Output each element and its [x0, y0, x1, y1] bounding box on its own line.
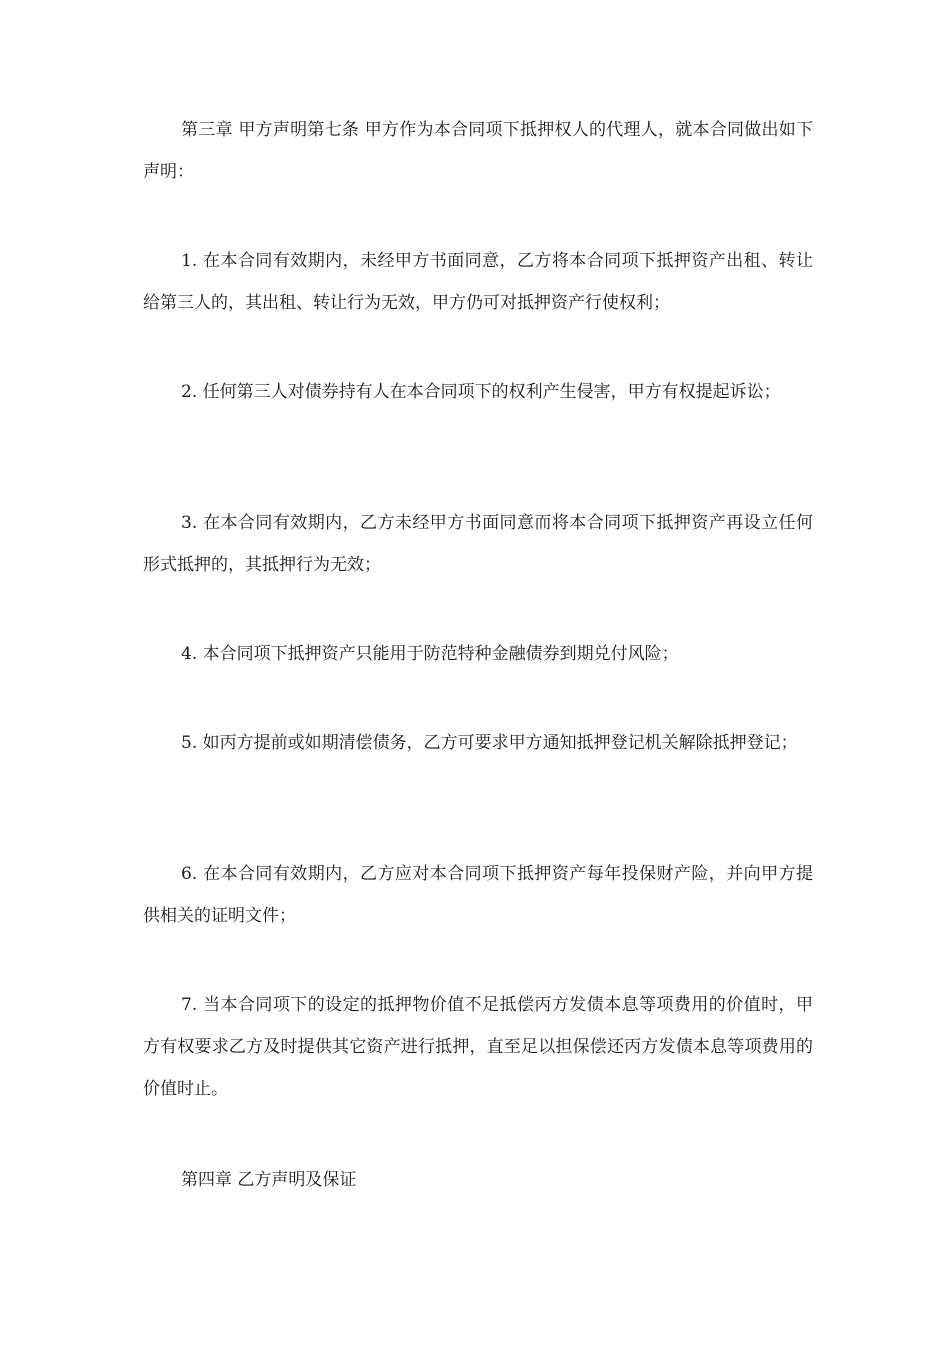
clause-7: 7. 当本合同项下的设定的抵押物价值不足抵偿丙方发债本息等项费用的价值时，甲方有权要求乙方及时提供其它资产进行抵押，直至足以担保偿还丙方发债本息等项费用的价值时止。 — [143, 995, 813, 1099]
clause-4: 4. 本合同项下抵押资产只能用于防范特种金融债券到期兑付风险； — [181, 644, 679, 664]
clause-3: 3. 在本合同有效期内，乙方未经甲方书面同意而将本合同项下抵押资产再设立任何形式抵押的，其抵押行为无效； — [143, 513, 813, 575]
clause-5: 5. 如丙方提前或如期清偿债务，乙方可要求甲方通知抵押登记机关解除抵押登记； — [181, 733, 798, 753]
chapter-4-heading: 第四章 乙方声明及保证 — [181, 1170, 357, 1190]
clause-1: 1. 在本合同有效期内，未经甲方书面同意，乙方将本合同项下抵押资产出租、转让给第三人的，其出租、转让行为无效，甲方仍可对抵押资产行使权利； — [143, 251, 813, 313]
chapter-3-declaration: 第三章 甲方声明第七条 甲方作为本合同项下抵押权人的代理人，就本合同做出如下声明： — [143, 120, 813, 182]
clause-6: 6. 在本合同有效期内，乙方应对本合同项下抵押资产每年投保财产险，并向甲方提供相关的证明文件； — [143, 864, 813, 926]
clause-2: 2. 任何第三人对债券持有人在本合同项下的权利产生侵害，甲方有权提起诉讼； — [181, 382, 781, 402]
